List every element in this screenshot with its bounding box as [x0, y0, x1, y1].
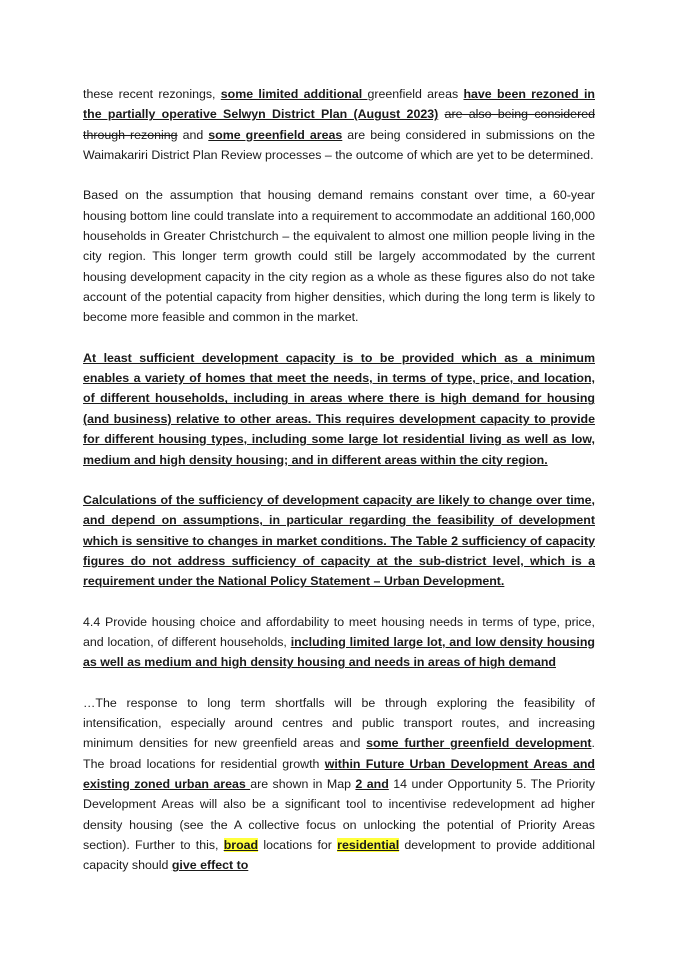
- text-run: some further greenfield development: [366, 736, 592, 751]
- text-run: …The response to long term shortfalls will be through exploring the feasibility of intensification, especially around centres and public transport routes, and increasing minimum densities for new greenfield areas and: [83, 695, 595, 751]
- text-run: residential: [337, 838, 400, 852]
- text-run: 2 and: [355, 776, 389, 791]
- paragraph-rezonings: [83, 84, 595, 165]
- paragraph-long-term-shortfalls: [83, 693, 595, 876]
- text-run: At least sufficient development capacity is to be provided which as a minimum enables a variety of homes that meet the needs, in terms of type, price, and location, of different households, including in areas where there is high demand for housing (and business) relative to other areas. This requires development capacity to provide for different housing types, including some large lot residential living as well as low, medium and high density housing; and in different areas within the city region.: [83, 350, 595, 467]
- text-run: including limited large lot, and low density housing as well as medium and high density housing and needs in areas of high demand: [83, 634, 595, 670]
- text-run: some greenfield areas: [208, 127, 343, 142]
- text-run: some limited additional: [220, 87, 368, 101]
- text-run: and: [177, 127, 209, 142]
- paragraph-housing-demand: [83, 185, 595, 327]
- text-run: are also being considered through rezoning: [83, 107, 595, 142]
- paragraph-sufficient-capacity: [83, 348, 595, 470]
- text-run: . The broad locations for residential growth: [83, 736, 595, 771]
- text-run: these recent rezonings,: [83, 87, 221, 101]
- text-run: 4.4 Provide housing choice and affordability to meet housing needs in terms of type, price, and location, of different households,: [83, 614, 595, 649]
- document-body: [83, 84, 595, 896]
- text-run: are shown in Map: [250, 776, 356, 791]
- text-run: give effect to: [171, 858, 249, 873]
- text-run: 14 under Opportunity 5. The Priority Development Areas will also be a significant tool to incentivise redevelopment ad higher density housing (see the A collective focus on unlocking the potential of Priority Areas section). Further to this,: [83, 776, 595, 852]
- text-run: have been rezoned in the partially operative Selwyn District Plan (August 2023): [83, 87, 595, 122]
- text-run: are being considered in submissions on the Waimakariri District Plan Review processes – the outcome of which are yet to be determined.: [83, 127, 596, 163]
- text-run: broad: [223, 838, 259, 852]
- text-run: within Future Urban Development Areas and existing zoned urban areas: [83, 756, 595, 791]
- text-run: development to provide additional capacity should: [83, 838, 595, 873]
- paragraph-4-4: [83, 612, 595, 673]
- paragraph-calculations: [83, 490, 595, 592]
- text-run: Based on the assumption that housing demand remains constant over time, a 60-year housing bottom line could translate into a requirement to accommodate an additional 160,000 households in Greater Christchurch – the equivalent to almost one million people living in the city region. This longer term growth could still be largely accommodated by the current housing development capacity in the city region as a whole as these figures also do not take account of the potential capacity from higher densities, which during the long term is likely to become more feasible and common in the market.: [83, 188, 595, 325]
- text-run: Calculations of the sufficiency of development capacity are likely to change over time, and depend on assumptions, in particular regarding the feasibility of development which is sensitive to changes in market conditions. The Table 2 sufficiency of capacity figures do not address sufficiency of capacity at the sub-district level, which is a requirement under the National Policy Statement – Urban Development.: [83, 492, 595, 589]
- text-run: locations for: [258, 838, 338, 852]
- text-run: greenfield areas: [367, 87, 464, 101]
